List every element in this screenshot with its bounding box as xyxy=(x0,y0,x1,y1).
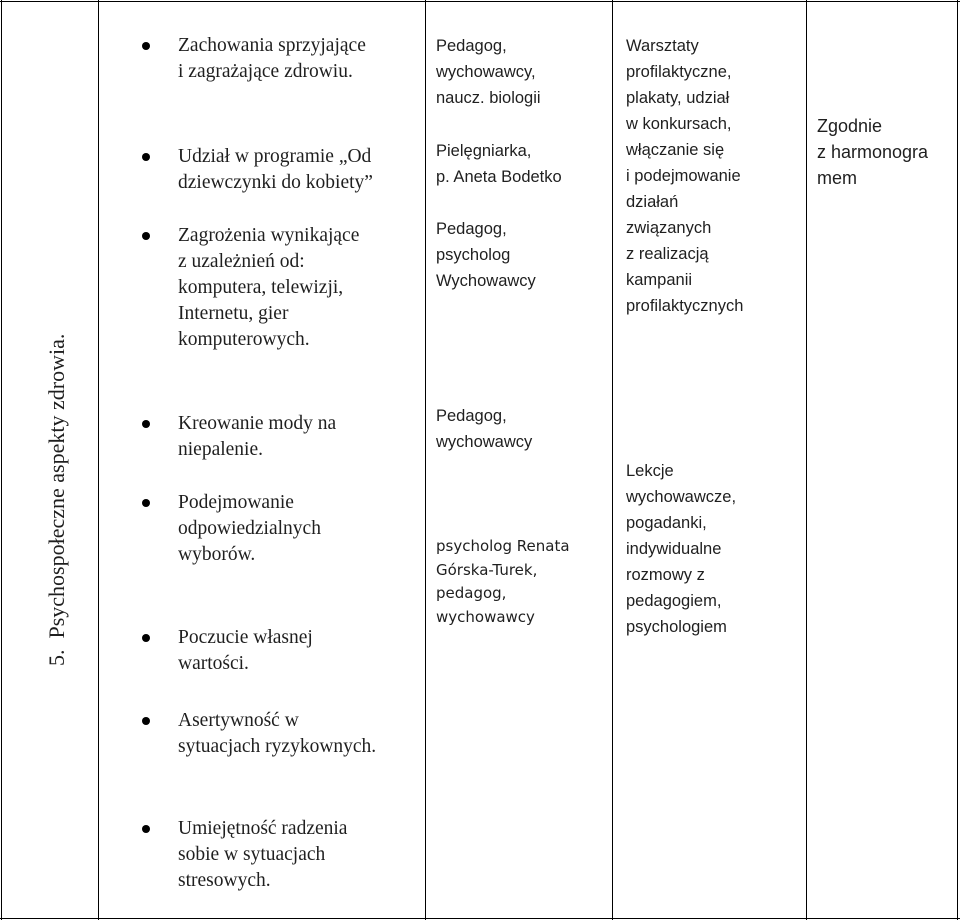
responsible-entry: psycholog Renata Górska-Turek, pedagog, wychowawcy xyxy=(436,537,570,626)
column-divider-2 xyxy=(425,0,426,920)
column-divider-1 xyxy=(98,0,99,920)
schedule-entry: Zgodnie z harmonogra mem xyxy=(817,116,929,188)
bullet-icon xyxy=(142,232,150,240)
bullet-icon xyxy=(142,420,150,428)
bullet-icon xyxy=(142,825,150,833)
bullet-icon xyxy=(142,634,150,642)
topic-item: Kreowanie mody na niepalenie. xyxy=(178,413,337,460)
column-divider-4 xyxy=(806,0,807,920)
table-border-left xyxy=(1,0,2,920)
topic-item: Zachowania sprzyjające i zagrażające zdrowiu. xyxy=(178,35,366,82)
bullet-icon xyxy=(142,717,150,725)
responsible-entry: Pedagog, psycholog Wychowawcy xyxy=(436,220,536,290)
section-heading xyxy=(44,334,70,666)
bullet-icon xyxy=(142,499,150,507)
topic-item: Podejmowanie odpowiedzialnych wyborów. xyxy=(178,492,321,565)
responsible-entry: Pedagog, wychowawcy, naucz. biologii xyxy=(436,37,541,107)
table-border-right xyxy=(957,0,958,920)
responsible-entry: Pedagog, wychowawcy xyxy=(436,407,533,451)
topic-item: Zagrożenia wynikające z uzależnień od: komputera, telewizji, Internetu, gier komputerowych. xyxy=(178,225,360,350)
section-title: Psychospołeczne aspekty zdrowia. xyxy=(44,333,69,639)
column-divider-3 xyxy=(612,0,613,920)
topic-item: Umiejętność radzenia sobie w sytuacjach stresowych. xyxy=(178,818,348,891)
responsible-entry: Pielęgniarka, p. Aneta Bodetko xyxy=(436,142,562,186)
bullet-icon xyxy=(142,42,150,50)
table-bottom-border xyxy=(0,918,960,919)
topic-item: Poczucie własnej wartości. xyxy=(178,627,313,674)
method-entry: Warsztaty profilaktyczne, plakaty, udział w konkursach, włączanie się i podejmowanie działań związanych z realizacją kampanii profilaktycznych xyxy=(626,37,744,315)
topic-item: Asertywność w sytuacjach ryzykownych. xyxy=(178,710,377,757)
table-top-border xyxy=(0,1,960,2)
bullet-icon xyxy=(142,153,150,161)
section-number: 5. xyxy=(44,649,69,666)
topic-item: Udział w programie „Od dziewczynki do kobiety” xyxy=(178,146,373,193)
method-entry: Lekcje wychowawcze, pogadanki, indywidualne rozmowy z pedagogiem, psychologiem xyxy=(626,462,737,636)
